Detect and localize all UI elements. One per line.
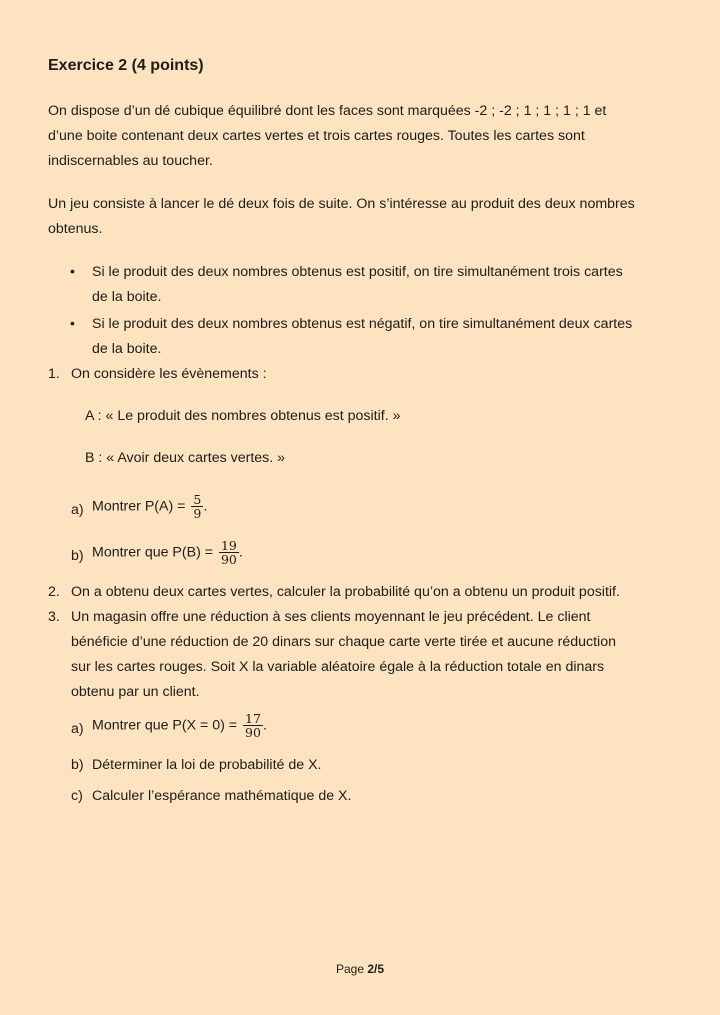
fraction-numerator: 5 xyxy=(193,492,202,507)
bullet-line: de la boite. xyxy=(92,341,162,357)
question-text: Un magasin offre une réduction à ses clients moyennant le jeu précédent. Le client xyxy=(71,609,591,625)
question-number: 1. xyxy=(48,366,60,382)
game-line: obtenus. xyxy=(48,221,103,237)
question-text: On a obtenu deux cartes vertes, calculer la probabilité qu’on a obtenu un produit positif. xyxy=(71,584,620,600)
question-number: 2. xyxy=(48,584,60,600)
subquestion-label: a) xyxy=(71,502,84,518)
formula-text: Montrer que P(B) = xyxy=(92,544,217,561)
intro-line: indiscernables au toucher. xyxy=(48,153,213,169)
bullet-dot-icon: • xyxy=(70,263,75,279)
question-text: sur les cartes rouges. Soit X la variable aléatoire égale à la réduction totale en dinars xyxy=(71,659,605,675)
fraction-numerator: 19 xyxy=(220,538,237,553)
subquestion-label: a) xyxy=(71,721,84,737)
subquestion-text xyxy=(92,712,267,739)
question-text: On considère les évènements : xyxy=(71,366,267,382)
game-line: Un jeu consiste à lancer le dé deux fois de suite. On s’intéresse au produit des deux nombres xyxy=(48,196,635,212)
footer-prefix: Page xyxy=(335,962,368,976)
question-number: 3. xyxy=(48,609,60,625)
event-a: A : « Le produit des nombres obtenus est positif. » xyxy=(85,408,401,424)
fraction-numerator: 17 xyxy=(245,711,261,726)
intro-line: d’une boite contenant deux cartes vertes et trois cartes rouges. Toutes les cartes sont xyxy=(48,128,585,144)
fraction xyxy=(219,539,239,566)
period: . xyxy=(262,717,267,734)
fraction xyxy=(191,493,203,520)
exercise-title: Exercice 2 (4 points) xyxy=(48,57,204,74)
fraction xyxy=(243,712,263,739)
bullet-line: de la boite. xyxy=(92,289,162,305)
page-footer xyxy=(0,962,720,976)
subquestion-label: c) xyxy=(71,788,83,804)
bullet-dot-icon: • xyxy=(70,315,75,331)
bullet-line: Si le produit des deux nombres obtenus est positif, on tire simultanément trois cartes xyxy=(92,264,623,280)
subquestion-text xyxy=(92,539,243,566)
subquestion-label: b) xyxy=(71,548,84,564)
subquestion-text: Déterminer la loi de probabilité de X. xyxy=(92,757,322,773)
question-text: obtenu par un client. xyxy=(71,684,200,700)
intro-line: On dispose d’un dé cubique équilibré dont les faces sont marquées -2 ; -2 ; 1 ; 1 ; 1 ; 1 et xyxy=(48,103,607,119)
formula-text: Montrer que P(X = 0) = xyxy=(92,717,242,734)
subquestion-label: b) xyxy=(71,757,84,773)
fraction-denominator: 90 xyxy=(245,725,261,740)
subquestion-text xyxy=(92,493,207,520)
page-number: 2/5 xyxy=(367,962,385,976)
period: . xyxy=(238,544,243,561)
fraction-denominator: 9 xyxy=(193,506,202,521)
period: . xyxy=(203,498,208,515)
event-b: B : « Avoir deux cartes vertes. » xyxy=(85,450,286,466)
bullet-line: Si le produit des deux nombres obtenus est négatif, on tire simultanément deux cartes xyxy=(92,316,633,332)
fraction-denominator: 90 xyxy=(220,552,237,567)
question-text: bénéficie d’une réduction de 20 dinars sur chaque carte verte tirée et aucune réduction xyxy=(71,634,616,650)
formula-text: Montrer P(A) = xyxy=(92,498,190,515)
subquestion-text: Calculer l’espérance mathématique de X. xyxy=(92,788,352,804)
